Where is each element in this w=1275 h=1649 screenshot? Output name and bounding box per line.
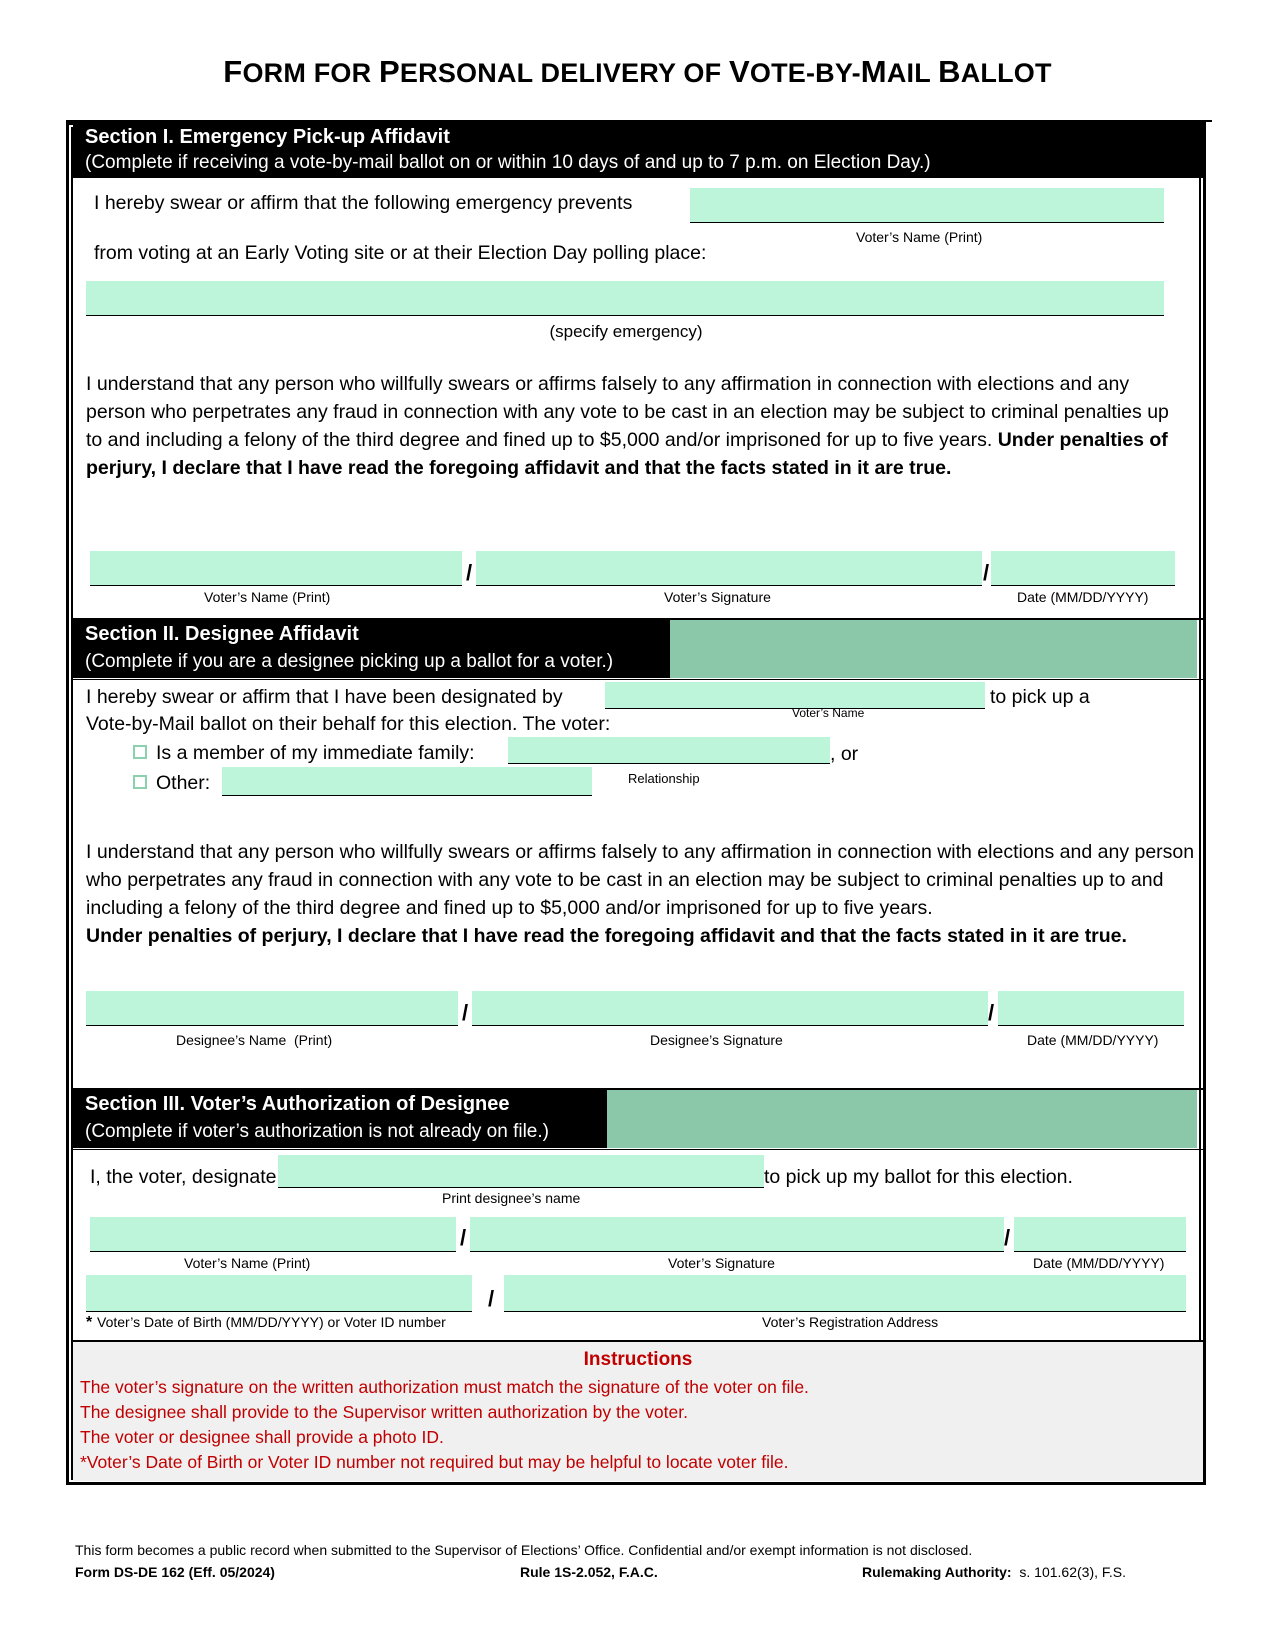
designee-name-field[interactable] xyxy=(278,1155,764,1188)
relationship-field[interactable] xyxy=(508,737,830,764)
voter-signature-s1[interactable] xyxy=(476,551,982,586)
designee-date-field[interactable] xyxy=(998,991,1184,1026)
designee-date-label: Date (MM/DD/YYYY) xyxy=(1027,1032,1159,1048)
slash: / xyxy=(983,560,990,585)
voter-sign-label-s3: Voter’s Signature xyxy=(668,1255,775,1271)
section2-header xyxy=(73,620,670,678)
instruction-item: The designee shall provide to the Supervisor written authorization by the voter. xyxy=(80,1402,688,1422)
voter-date-field-s3[interactable] xyxy=(1014,1217,1186,1252)
voter-signature-s3[interactable] xyxy=(470,1217,1004,1252)
rulemaking-authority: Rulemaking Authority: s. 101.62(3), F.S. xyxy=(862,1564,1126,1580)
voter-name-sig-s3[interactable] xyxy=(90,1217,456,1252)
designee-name-label-s3: Print designee’s name xyxy=(442,1190,581,1206)
section1-line1: I hereby swear or affirm that the following emergency prevents xyxy=(94,192,633,214)
section1-header xyxy=(73,124,1203,178)
voter-name-label-s2: Voter’s Name xyxy=(792,706,865,720)
section2-header-fill xyxy=(670,620,1197,678)
section3-header xyxy=(73,1090,607,1148)
section2-affidavit-text: I understand that any person who willfully swears or affirms falsely to any affirmation in connection with elections and any person who perpetrates any fraud in connection with any vote to be cast in an election may be subject to criminal penalties up to and including a felony of the third degree and fined up to $5,000 and/or imprisoned for up to five years. Under penalties of perjury, I declare that I have read the foregoing affidavit and that the facts stated in it are true. xyxy=(86,841,1195,947)
section1-subheading: (Complete if receiving a vote-by-mail ballot on or within 10 days of and up to 7 p.m. on Election Day.) xyxy=(85,152,931,173)
voter-name-sig-s1[interactable] xyxy=(90,551,462,586)
section1-heading: Section I. Emergency Pick-up Affidavit xyxy=(85,126,450,148)
section2-line1a: I hereby swear or affirm that I have been designated by xyxy=(86,686,563,708)
sig-date-label-s1: Date (MM/DD/YYYY) xyxy=(1017,589,1149,605)
voter-name-label-s3: Voter’s Name (Print) xyxy=(184,1255,311,1271)
dob-label: Voter’s Date of Birth (MM/DD/YYYY) or Voter ID number xyxy=(97,1314,446,1330)
dob-or-id-field[interactable] xyxy=(86,1275,472,1312)
sig-name-label-s1: Voter’s Name (Print) xyxy=(204,589,331,605)
specify-emergency-label: (specify emergency) xyxy=(549,322,703,341)
registration-address-field[interactable] xyxy=(504,1275,1186,1312)
section1-affidavit-text: I understand that any person who willfully swears or affirms falsely to any affirmation in connection with elections and any person who perpetrates any fraud in connection with any vote to be cast in an election may be subject to criminal penalties up to and including a felony of the third degree and fined up to $5,000 and/or imprisoned for up to five years. Under penalties of perjury, I declare that I have read the foregoing affidavit and that the facts stated in it are true. xyxy=(86,373,1169,479)
emergency-field[interactable] xyxy=(86,281,1164,316)
section-divider xyxy=(73,1149,1203,1150)
voter-name-field-s2[interactable] xyxy=(605,682,985,709)
designee-name-sig[interactable] xyxy=(86,991,458,1026)
slash: / xyxy=(462,1000,469,1025)
dob-star: * xyxy=(86,1314,93,1331)
instructions-box xyxy=(73,1340,1203,1481)
relationship-label: Relationship xyxy=(628,771,700,786)
section2-subheading: (Complete if you are a designee picking up a ballot for a voter.) xyxy=(85,651,614,672)
designee-name-label: Designee’s Name (Print) xyxy=(176,1032,333,1048)
voter-name-field-s1[interactable] xyxy=(690,188,1164,223)
section3-heading: Section III. Voter’s Authorization of Designee xyxy=(85,1093,510,1115)
form-title: FORM FOR PERSONAL DELIVERY OF VOTE-BY-MAIL BALLOT xyxy=(223,54,1052,89)
instruction-item: The voter or designee shall provide a photo ID. xyxy=(80,1427,444,1447)
public-record-notice: This form becomes a public record when submitted to the Supervisor of Elections’ Office. Confidential and/or exempt information is not disclosed. xyxy=(75,1542,973,1558)
other-option-label: Other: xyxy=(156,772,211,794)
slash: / xyxy=(466,560,473,585)
other-field[interactable] xyxy=(222,767,592,796)
instruction-item: *Voter’s Date of Birth or Voter ID number not required but may be helpful to locate voter file. xyxy=(80,1452,789,1472)
instruction-item: The voter’s signature on the written authorization must match the signature of the voter on file. xyxy=(80,1377,809,1397)
section2-line2: Vote-by-Mail ballot on their behalf for this election. The voter: xyxy=(86,713,611,735)
section3-subheading: (Complete if voter’s authorization is not already on file.) xyxy=(85,1121,549,1142)
voter-date-label-s3: Date (MM/DD/YYYY) xyxy=(1033,1255,1165,1271)
section2-line1b: to pick up a xyxy=(990,686,1090,708)
address-label: Voter’s Registration Address xyxy=(762,1314,939,1330)
form-id: Form DS-DE 162 (Eff. 05/2024) xyxy=(75,1564,275,1580)
section3-line1b: to pick up my ballot for this election. xyxy=(764,1166,1073,1188)
rule-citation: Rule 1S-2.052, F.A.C. xyxy=(520,1564,658,1580)
family-option-label: Is a member of my immediate family: xyxy=(156,742,475,764)
voter-name-label-s1: Voter’s Name (Print) xyxy=(856,229,983,245)
designee-signature[interactable] xyxy=(472,991,988,1026)
instructions-list xyxy=(80,1375,809,1475)
section3-line1a: I, the voter, designate xyxy=(90,1166,277,1188)
section-divider xyxy=(73,679,1203,680)
sig-sign-label-s1: Voter’s Signature xyxy=(664,589,771,605)
designee-sign-label: Designee’s Signature xyxy=(650,1032,783,1048)
section3-header-fill xyxy=(607,1090,1197,1148)
slash: / xyxy=(988,1000,995,1025)
section1-line2: from voting at an Early Voting site or at their Election Day polling place: xyxy=(94,242,707,264)
slash: / xyxy=(1004,1225,1011,1250)
family-option-tail: , or xyxy=(830,743,859,765)
section2-heading: Section II. Designee Affidavit xyxy=(85,623,359,645)
instructions-title: Instructions xyxy=(583,1349,693,1370)
other-checkbox[interactable] xyxy=(133,775,147,789)
family-checkbox[interactable] xyxy=(133,745,147,759)
slash: / xyxy=(460,1225,467,1250)
slash: / xyxy=(488,1286,495,1311)
date-field-s1[interactable] xyxy=(991,551,1175,586)
